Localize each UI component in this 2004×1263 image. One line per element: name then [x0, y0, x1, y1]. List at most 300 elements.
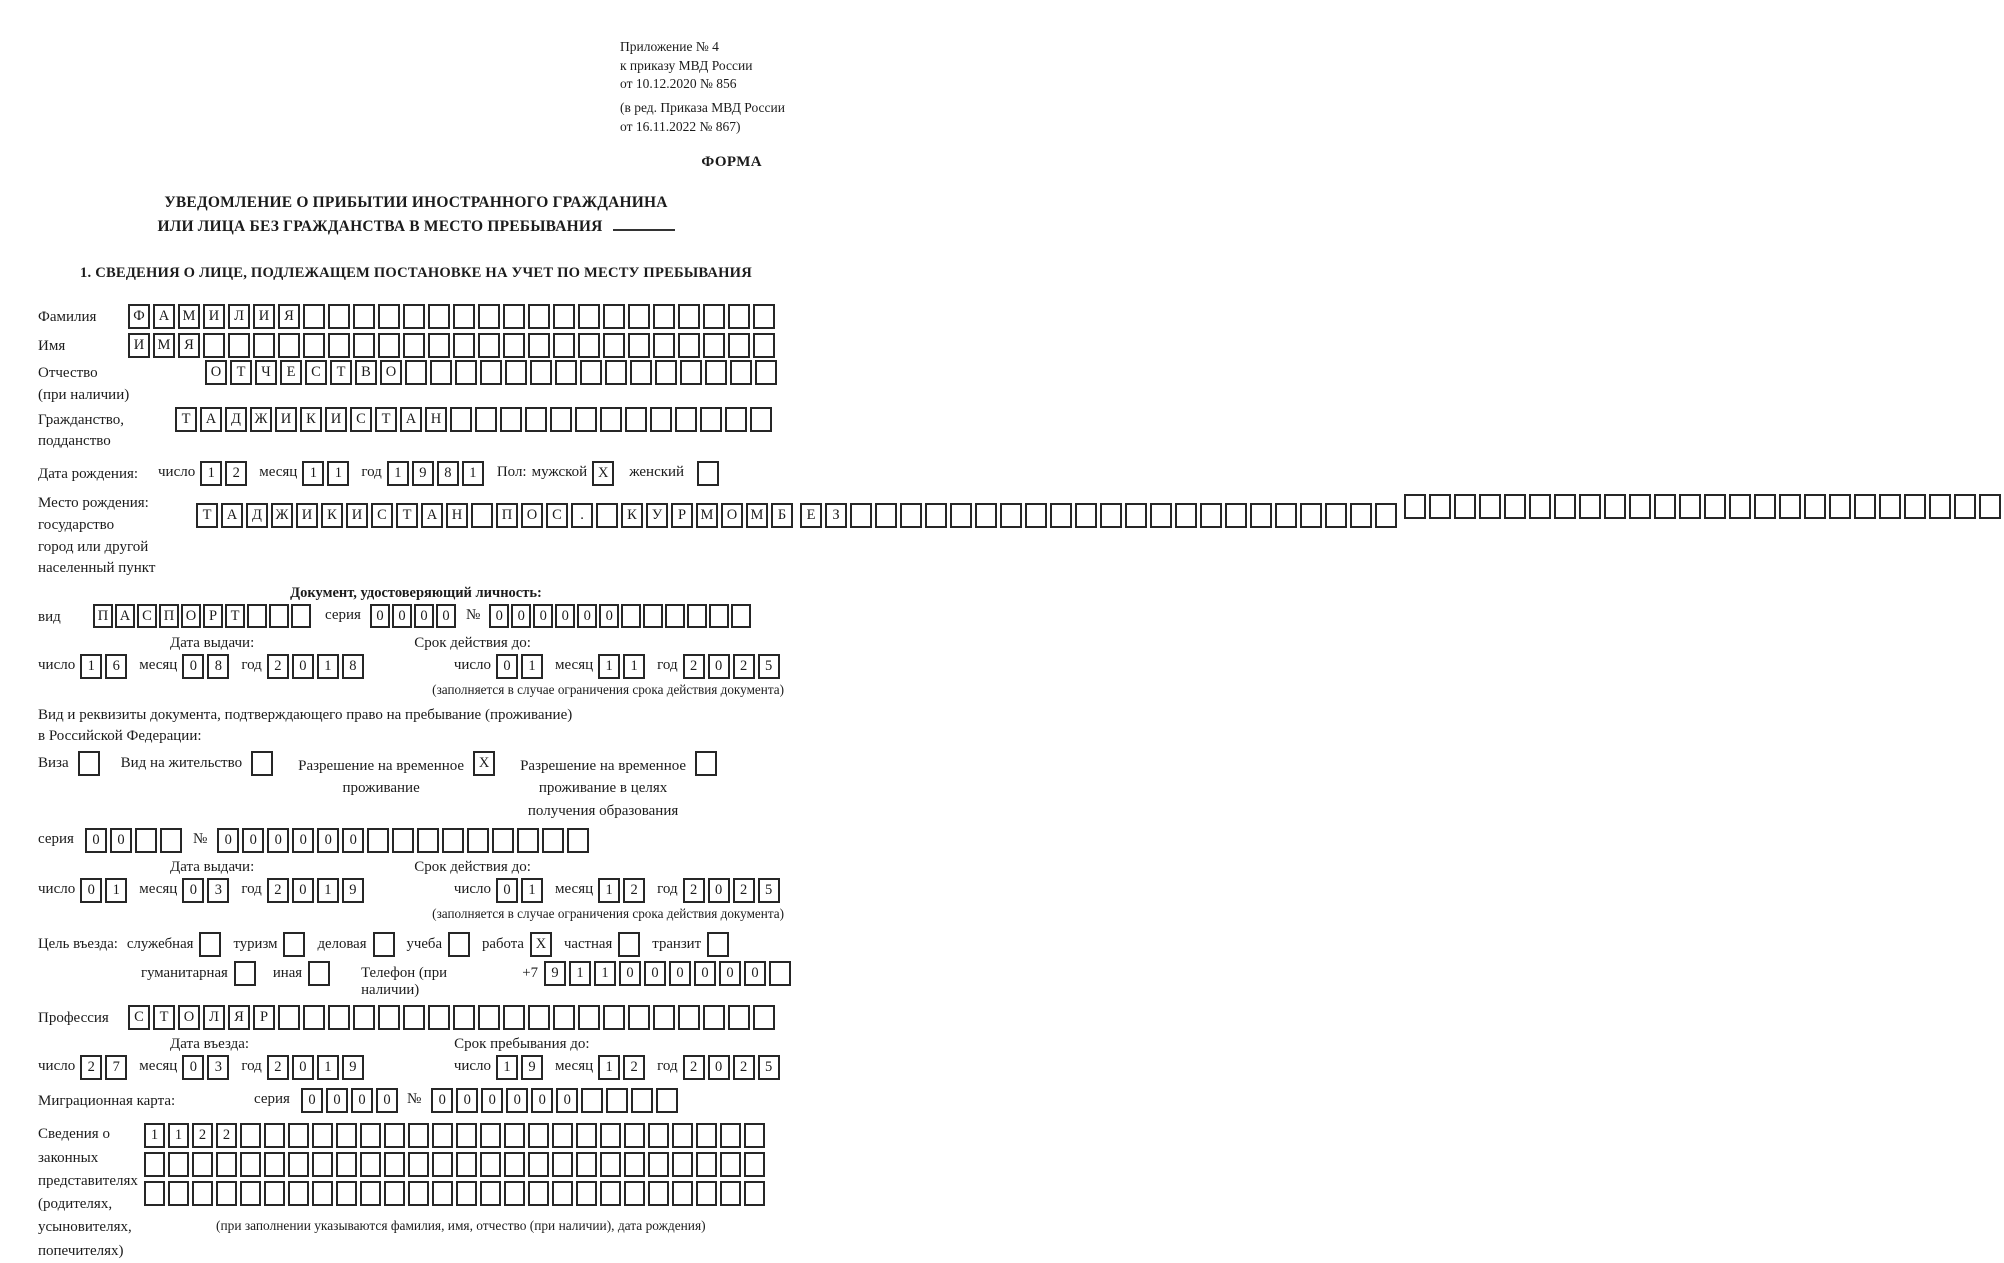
purpose-tourism-checkbox[interactable] [283, 932, 308, 957]
char-box[interactable] [900, 503, 922, 528]
legal-reps-row1-cells[interactable] [144, 1123, 768, 1148]
char-box[interactable] [530, 360, 552, 385]
char-box[interactable] [336, 1123, 357, 1148]
char-box[interactable] [600, 1181, 621, 1206]
char-box[interactable] [744, 1123, 765, 1148]
char-box[interactable] [478, 304, 500, 329]
char-box[interactable]: 9 [521, 1055, 543, 1080]
char-box[interactable] [696, 1181, 717, 1206]
char-box[interactable] [728, 304, 750, 329]
char-box[interactable] [672, 1181, 693, 1206]
char-box[interactable] [1325, 503, 1347, 528]
char-box[interactable]: 6 [105, 654, 127, 679]
birth-year-cells[interactable] [387, 461, 487, 486]
char-box[interactable] [728, 1005, 750, 1030]
char-box[interactable] [1729, 494, 1751, 519]
char-box[interactable] [328, 333, 350, 358]
char-box[interactable] [467, 828, 489, 853]
char-box[interactable] [581, 1088, 603, 1113]
char-box[interactable] [621, 604, 641, 628]
char-box[interactable]: 2 [225, 461, 247, 486]
char-box[interactable] [624, 1123, 645, 1148]
char-box[interactable] [192, 1181, 213, 1206]
char-box[interactable] [247, 604, 267, 628]
char-box[interactable]: И [325, 407, 347, 432]
char-box[interactable] [1479, 494, 1501, 519]
char-box[interactable] [480, 1152, 501, 1177]
char-box[interactable]: И [346, 503, 368, 528]
char-box[interactable]: 3 [207, 1055, 229, 1080]
char-box[interactable]: И [203, 304, 225, 329]
char-box[interactable]: 1 [317, 654, 339, 679]
char-box[interactable] [653, 333, 675, 358]
char-box[interactable] [624, 1181, 645, 1206]
char-box[interactable] [384, 1152, 405, 1177]
char-box[interactable]: 0 [644, 961, 666, 986]
char-box[interactable]: 0 [292, 654, 314, 679]
char-box[interactable] [1854, 494, 1876, 519]
char-box[interactable] [680, 360, 702, 385]
char-box[interactable]: О [181, 604, 201, 628]
char-box[interactable]: 5 [758, 1055, 780, 1080]
char-box[interactable]: 2 [683, 654, 705, 679]
char-box[interactable]: 0 [301, 1088, 323, 1113]
char-box[interactable] [1779, 494, 1801, 519]
char-box[interactable]: Ф [128, 304, 150, 329]
doc-valid-month-cells[interactable] [598, 654, 648, 679]
char-box[interactable]: 2 [192, 1123, 213, 1148]
birth-day-cells[interactable] [200, 461, 250, 486]
char-box[interactable]: 1 [302, 461, 324, 486]
char-box[interactable] [850, 503, 872, 528]
char-box[interactable] [753, 1005, 775, 1030]
residence-valid-day-cells[interactable] [496, 878, 546, 903]
char-box[interactable] [1075, 503, 1097, 528]
char-box[interactable]: 0 [531, 1088, 553, 1113]
char-box[interactable]: 8 [207, 654, 229, 679]
char-box[interactable] [600, 407, 622, 432]
char-box[interactable]: Т [153, 1005, 175, 1030]
char-box[interactable] [336, 1181, 357, 1206]
char-box[interactable] [1275, 503, 1297, 528]
char-box[interactable] [552, 1123, 573, 1148]
char-box[interactable]: К [621, 503, 643, 528]
residence-valid-month-cells[interactable] [598, 878, 648, 903]
char-box[interactable] [1404, 494, 1426, 519]
char-box[interactable] [303, 304, 325, 329]
char-box[interactable] [234, 961, 256, 986]
char-box[interactable]: 0 [496, 654, 518, 679]
char-box[interactable] [605, 360, 627, 385]
char-box[interactable] [492, 828, 514, 853]
patronymic-cells[interactable] [205, 360, 780, 385]
char-box[interactable] [925, 503, 947, 528]
char-box[interactable] [696, 1123, 717, 1148]
purpose-humanitarian-checkbox[interactable] [234, 961, 259, 986]
char-box[interactable] [575, 407, 597, 432]
char-box[interactable] [240, 1152, 261, 1177]
char-box[interactable] [456, 1123, 477, 1148]
char-box[interactable] [744, 1152, 765, 1177]
char-box[interactable]: П [159, 604, 179, 628]
char-box[interactable] [552, 1181, 573, 1206]
char-box[interactable] [753, 304, 775, 329]
char-box[interactable] [228, 333, 250, 358]
char-box[interactable] [1604, 494, 1626, 519]
char-box[interactable] [312, 1152, 333, 1177]
char-box[interactable]: 0 [326, 1088, 348, 1113]
char-box[interactable] [500, 407, 522, 432]
char-box[interactable]: 9 [544, 961, 566, 986]
char-box[interactable] [528, 304, 550, 329]
char-box[interactable] [168, 1181, 189, 1206]
char-box[interactable]: С [137, 604, 157, 628]
char-box[interactable]: Е [800, 503, 822, 528]
birth-place-row1-cells[interactable] [196, 503, 796, 528]
char-box[interactable]: 1 [317, 878, 339, 903]
char-box[interactable] [603, 304, 625, 329]
char-box[interactable] [600, 1123, 621, 1148]
citizenship-cells[interactable] [175, 407, 775, 432]
char-box[interactable] [378, 304, 400, 329]
char-box[interactable]: М [153, 333, 175, 358]
char-box[interactable] [144, 1152, 165, 1177]
char-box[interactable] [1829, 494, 1851, 519]
char-box[interactable] [328, 1005, 350, 1030]
char-box[interactable] [475, 407, 497, 432]
char-box[interactable] [603, 333, 625, 358]
char-box[interactable]: 0 [217, 828, 239, 853]
char-box[interactable] [744, 1181, 765, 1206]
char-box[interactable] [707, 932, 729, 957]
char-box[interactable] [525, 407, 547, 432]
char-box[interactable] [240, 1181, 261, 1206]
char-box[interactable]: X [473, 751, 495, 776]
char-box[interactable] [403, 1005, 425, 1030]
char-box[interactable]: О [178, 1005, 200, 1030]
char-box[interactable]: Б [771, 503, 793, 528]
doc-valid-year-cells[interactable] [683, 654, 783, 679]
char-box[interactable]: 2 [267, 654, 289, 679]
char-box[interactable]: 1 [168, 1123, 189, 1148]
char-box[interactable] [552, 1152, 573, 1177]
char-box[interactable]: 2 [683, 1055, 705, 1080]
residence-issue-day-cells[interactable] [80, 878, 130, 903]
char-box[interactable] [1100, 503, 1122, 528]
char-box[interactable] [655, 360, 677, 385]
char-box[interactable]: А [200, 407, 222, 432]
char-box[interactable] [353, 1005, 375, 1030]
char-box[interactable] [648, 1152, 669, 1177]
char-box[interactable] [528, 1181, 549, 1206]
entry-month-cells[interactable] [182, 1055, 232, 1080]
char-box[interactable] [278, 333, 300, 358]
migration-number-cells[interactable] [431, 1088, 681, 1113]
char-box[interactable]: Д [225, 407, 247, 432]
char-box[interactable] [503, 333, 525, 358]
char-box[interactable]: 0 [708, 1055, 730, 1080]
visa-checkbox[interactable] [78, 751, 103, 776]
char-box[interactable] [700, 407, 722, 432]
char-box[interactable] [392, 828, 414, 853]
legal-reps-row2-cells[interactable] [144, 1152, 768, 1177]
char-box[interactable] [278, 1005, 300, 1030]
char-box[interactable] [600, 1152, 621, 1177]
char-box[interactable]: А [115, 604, 135, 628]
char-box[interactable]: Р [671, 503, 693, 528]
char-box[interactable] [628, 1005, 650, 1030]
char-box[interactable] [725, 407, 747, 432]
char-box[interactable] [1000, 503, 1022, 528]
char-box[interactable]: Е [280, 360, 302, 385]
char-box[interactable] [328, 304, 350, 329]
char-box[interactable]: 1 [521, 878, 543, 903]
char-box[interactable] [596, 503, 618, 528]
char-box[interactable]: Я [178, 333, 200, 358]
char-box[interactable]: 1 [569, 961, 591, 986]
char-box[interactable]: Т [175, 407, 197, 432]
purpose-work-checkbox[interactable] [530, 932, 555, 957]
char-box[interactable]: С [128, 1005, 150, 1030]
char-box[interactable] [428, 333, 450, 358]
char-box[interactable]: 0 [267, 828, 289, 853]
char-box[interactable] [450, 407, 472, 432]
char-box[interactable]: 0 [292, 828, 314, 853]
char-box[interactable] [283, 932, 305, 957]
char-box[interactable] [1954, 494, 1976, 519]
char-box[interactable]: X [592, 461, 614, 486]
char-box[interactable] [1929, 494, 1951, 519]
char-box[interactable]: О [205, 360, 227, 385]
char-box[interactable]: К [321, 503, 343, 528]
char-box[interactable] [216, 1152, 237, 1177]
char-box[interactable] [199, 932, 221, 957]
char-box[interactable] [503, 1005, 525, 1030]
doc-issue-day-cells[interactable] [80, 654, 130, 679]
char-box[interactable]: 0 [599, 604, 619, 628]
given-name-cells[interactable] [128, 333, 778, 358]
char-box[interactable]: Н [446, 503, 468, 528]
char-box[interactable] [192, 1152, 213, 1177]
residence-issue-month-cells[interactable] [182, 878, 232, 903]
char-box[interactable] [432, 1152, 453, 1177]
char-box[interactable] [678, 304, 700, 329]
char-box[interactable]: 2 [623, 1055, 645, 1080]
char-box[interactable]: М [178, 304, 200, 329]
char-box[interactable]: 0 [182, 878, 204, 903]
char-box[interactable]: Т [375, 407, 397, 432]
char-box[interactable] [678, 1005, 700, 1030]
char-box[interactable] [675, 407, 697, 432]
char-box[interactable]: И [296, 503, 318, 528]
char-box[interactable]: 7 [105, 1055, 127, 1080]
char-box[interactable] [528, 1123, 549, 1148]
char-box[interactable] [253, 333, 275, 358]
char-box[interactable] [1904, 494, 1926, 519]
char-box[interactable] [168, 1152, 189, 1177]
char-box[interactable]: 0 [556, 1088, 578, 1113]
char-box[interactable] [303, 1005, 325, 1030]
char-box[interactable] [630, 360, 652, 385]
char-box[interactable] [769, 961, 791, 986]
char-box[interactable] [367, 828, 389, 853]
char-box[interactable] [1375, 503, 1397, 528]
char-box[interactable]: Т [230, 360, 252, 385]
char-box[interactable]: С [546, 503, 568, 528]
char-box[interactable] [553, 1005, 575, 1030]
char-box[interactable] [678, 333, 700, 358]
char-box[interactable] [269, 604, 289, 628]
char-box[interactable]: К [300, 407, 322, 432]
char-box[interactable] [288, 1181, 309, 1206]
birth-month-cells[interactable] [302, 461, 352, 486]
temp-residence-checkbox[interactable] [473, 751, 498, 776]
char-box[interactable] [417, 828, 439, 853]
char-box[interactable] [653, 1005, 675, 1030]
char-box[interactable] [378, 333, 400, 358]
char-box[interactable] [456, 1181, 477, 1206]
char-box[interactable] [403, 304, 425, 329]
stay-month-cells[interactable] [598, 1055, 648, 1080]
char-box[interactable] [578, 1005, 600, 1030]
char-box[interactable]: 0 [110, 828, 132, 853]
char-box[interactable]: 9 [342, 878, 364, 903]
char-box[interactable]: Р [253, 1005, 275, 1030]
char-box[interactable] [1150, 503, 1172, 528]
char-box[interactable] [603, 1005, 625, 1030]
char-box[interactable] [264, 1181, 285, 1206]
char-box[interactable]: Л [228, 304, 250, 329]
sex-female-checkbox[interactable] [697, 461, 722, 486]
stay-year-cells[interactable] [683, 1055, 783, 1080]
residence-issue-year-cells[interactable] [267, 878, 367, 903]
char-box[interactable]: 0 [719, 961, 741, 986]
char-box[interactable]: О [721, 503, 743, 528]
char-box[interactable]: Ж [250, 407, 272, 432]
char-box[interactable] [480, 1123, 501, 1148]
char-box[interactable] [650, 407, 672, 432]
char-box[interactable] [408, 1152, 429, 1177]
purpose-business-checkbox[interactable] [373, 932, 398, 957]
char-box[interactable]: 1 [387, 461, 409, 486]
char-box[interactable] [1679, 494, 1701, 519]
char-box[interactable] [576, 1181, 597, 1206]
doc-valid-day-cells[interactable] [496, 654, 546, 679]
char-box[interactable]: 8 [437, 461, 459, 486]
char-box[interactable] [448, 932, 470, 957]
char-box[interactable]: 0 [481, 1088, 503, 1113]
purpose-other-checkbox[interactable] [308, 961, 333, 986]
char-box[interactable] [703, 333, 725, 358]
char-box[interactable]: 1 [598, 1055, 620, 1080]
char-box[interactable] [336, 1152, 357, 1177]
char-box[interactable]: 0 [511, 604, 531, 628]
char-box[interactable] [696, 1152, 717, 1177]
char-box[interactable] [384, 1123, 405, 1148]
char-box[interactable] [480, 360, 502, 385]
char-box[interactable]: 1 [623, 654, 645, 679]
char-box[interactable]: X [530, 932, 552, 957]
char-box[interactable] [428, 1005, 450, 1030]
char-box[interactable] [703, 1005, 725, 1030]
char-box[interactable] [1454, 494, 1476, 519]
char-box[interactable] [1579, 494, 1601, 519]
char-box[interactable] [505, 360, 527, 385]
purpose-study-checkbox[interactable] [448, 932, 473, 957]
char-box[interactable] [503, 304, 525, 329]
char-box[interactable] [360, 1152, 381, 1177]
char-box[interactable]: 0 [744, 961, 766, 986]
char-box[interactable]: З [825, 503, 847, 528]
char-box[interactable]: 0 [370, 604, 390, 628]
char-box[interactable] [625, 407, 647, 432]
char-box[interactable]: М [746, 503, 768, 528]
birth-place-row3-cells[interactable] [1404, 494, 2004, 519]
char-box[interactable]: 0 [414, 604, 434, 628]
char-box[interactable] [687, 604, 707, 628]
char-box[interactable]: И [128, 333, 150, 358]
char-box[interactable] [264, 1123, 285, 1148]
char-box[interactable] [456, 1152, 477, 1177]
char-box[interactable] [378, 1005, 400, 1030]
purpose-transit-checkbox[interactable] [707, 932, 732, 957]
char-box[interactable] [1225, 503, 1247, 528]
char-box[interactable]: П [496, 503, 518, 528]
char-box[interactable]: 0 [351, 1088, 373, 1113]
char-box[interactable]: Я [278, 304, 300, 329]
char-box[interactable]: И [253, 304, 275, 329]
doc-kind-cells[interactable] [93, 604, 313, 628]
char-box[interactable]: 1 [200, 461, 222, 486]
char-box[interactable]: У [646, 503, 668, 528]
char-box[interactable] [578, 304, 600, 329]
char-box[interactable]: 0 [80, 878, 102, 903]
char-box[interactable] [1175, 503, 1197, 528]
char-box[interactable]: 0 [577, 604, 597, 628]
char-box[interactable] [384, 1181, 405, 1206]
char-box[interactable]: 5 [758, 878, 780, 903]
char-box[interactable]: 0 [619, 961, 641, 986]
char-box[interactable]: А [153, 304, 175, 329]
char-box[interactable] [480, 1181, 501, 1206]
char-box[interactable] [730, 360, 752, 385]
char-box[interactable]: 1 [144, 1123, 165, 1148]
entry-day-cells[interactable] [80, 1055, 130, 1080]
char-box[interactable]: 1 [496, 1055, 518, 1080]
char-box[interactable] [950, 503, 972, 528]
char-box[interactable] [240, 1123, 261, 1148]
char-box[interactable] [550, 407, 572, 432]
char-box[interactable]: С [350, 407, 372, 432]
char-box[interactable]: 0 [431, 1088, 453, 1113]
residence-series-cells[interactable] [85, 828, 185, 853]
char-box[interactable]: 2 [267, 878, 289, 903]
char-box[interactable] [755, 360, 777, 385]
legal-reps-row3-cells[interactable] [144, 1181, 768, 1206]
char-box[interactable]: Р [203, 604, 223, 628]
char-box[interactable] [442, 828, 464, 853]
doc-issue-month-cells[interactable] [182, 654, 232, 679]
char-box[interactable] [672, 1152, 693, 1177]
residence-permit-checkbox[interactable] [251, 751, 276, 776]
char-box[interactable] [665, 604, 685, 628]
char-box[interactable] [553, 333, 575, 358]
char-box[interactable] [453, 1005, 475, 1030]
sex-male-checkbox[interactable] [592, 461, 617, 486]
char-box[interactable]: Н [425, 407, 447, 432]
char-box[interactable]: 1 [594, 961, 616, 986]
char-box[interactable]: В [355, 360, 377, 385]
